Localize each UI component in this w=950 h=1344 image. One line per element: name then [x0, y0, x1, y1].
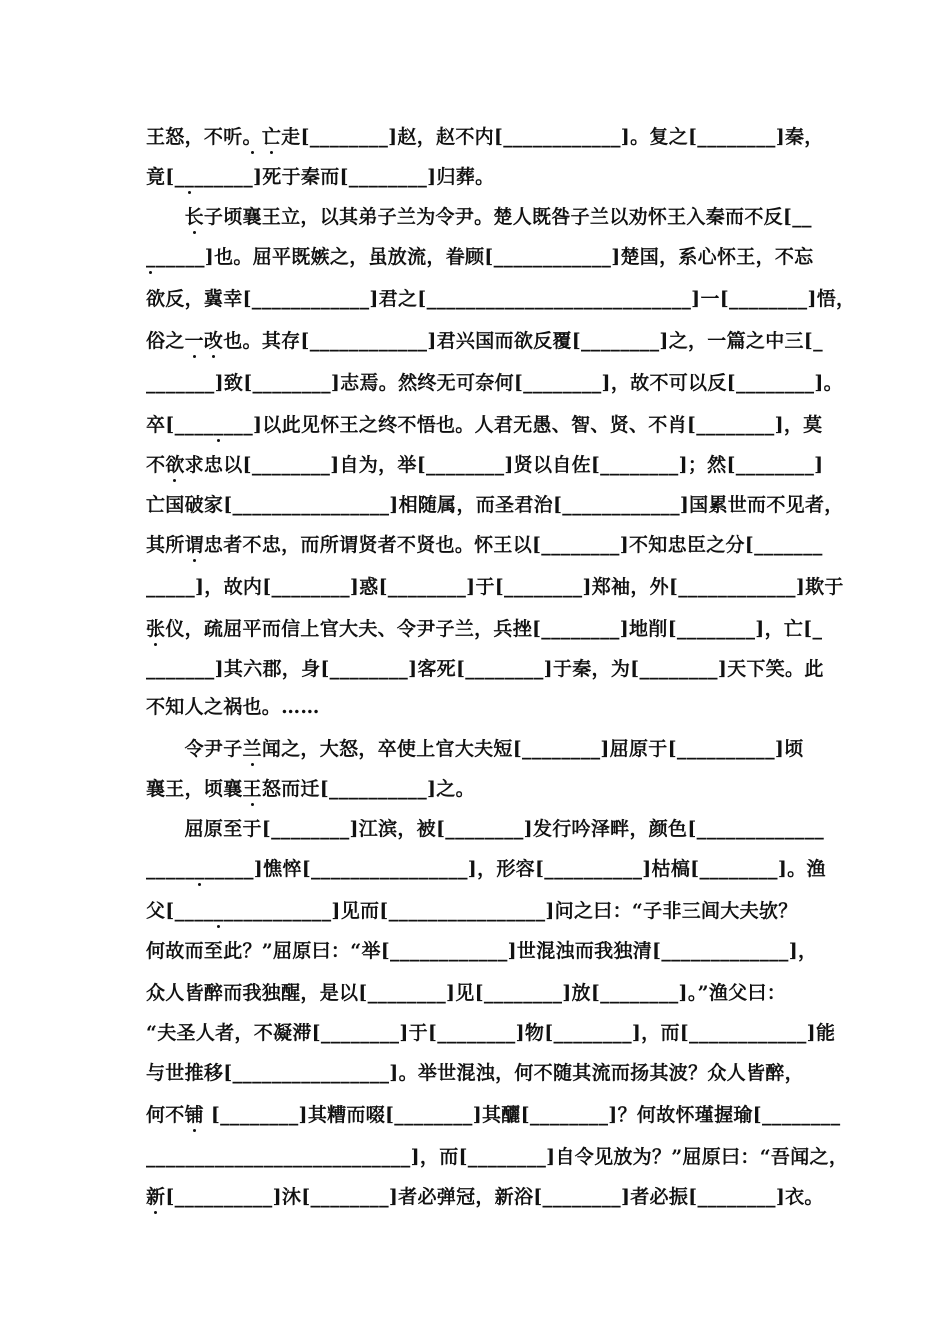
emphasis-char: 一: [185, 326, 204, 356]
text-line: “夫圣人者，不凝滞[________]于[________]物[________]，而[____________]能: [146, 1022, 836, 1044]
emphasis-char: 长: [185, 202, 204, 232]
text-line: 俗之一改也。其存[____________]君兴国而欲反覆[________]之，一篇之中三[_: [146, 326, 823, 356]
emphasis-char: 张: [146, 614, 165, 644]
emphasis-char: 。: [243, 122, 262, 152]
text-line: 何故而至此？”屈原曰：“举[____________]世混浊而我独清[_____________]，: [146, 940, 818, 962]
text-line: 何不铺 [________]其糟而啜[________]其釃[________]？何故怀瑾握瑜[________: [146, 1100, 840, 1130]
text-line: ___________]憔悴[________________]，形容[__________]枯槁[________]。渔: [146, 854, 826, 884]
text-line: 与世推移[________________]。举世混浊，何不随其流而扬其波？众人皆醉，: [146, 1062, 804, 1084]
emphasis-char: _: [214, 410, 224, 440]
text-line: 不知人之祸也。……: [146, 696, 320, 718]
emphasis-char: _: [146, 242, 156, 272]
text-line: _______]其六郡，身[________]客死[________]于秦，为[________]天下笑。此: [146, 658, 824, 680]
text-line: ______]也。屈平既嫉之，虽放流，眷顾[____________]楚国，系心怀王，不忘: [146, 242, 813, 272]
text-line: 其所谓忠者不忠，而所谓贤者不贤也。怀王以[________]不知忠臣之分[_______: [146, 530, 823, 560]
emphasis-char: _: [195, 854, 205, 884]
emphasis-char: 谓: [185, 530, 204, 560]
text-line: 襄王，顷襄王怒而迁[__________]之。: [146, 774, 475, 804]
emphasis-char: 王: [243, 774, 262, 804]
text-line: _____]，故内[________]惑[________]于[________]郑袖，外[____________]欺于: [146, 576, 844, 598]
text-line: 屈原至于[________]江滨，被[________]发行吟泽畔，颜色[_____________: [146, 818, 825, 840]
emphasis-char: 亡: [262, 122, 281, 152]
text-line: 父[________________]见而[________________]问之曰：“子非三闾大夫欤？: [146, 896, 798, 926]
text-line: 王怒，不听。亡走[________]赵，赵不内[____________]。复之[________]秦，: [146, 122, 824, 152]
emphasis-char: 兰: [243, 734, 262, 764]
emphasis-char: 欲: [165, 450, 184, 480]
text-line: 长子顷襄王立，以其弟子兰为令尹。楚人既咎子兰以劝怀王入秦而不反[__: [146, 202, 812, 232]
text-line: 不欲求忠以[________]自为，举[________]贤以自佐[________]；然[________]: [146, 450, 823, 480]
text-line: 令尹子兰闻之，大怒，卒使上官大夫短[________]屈原于[__________]顷: [146, 734, 804, 764]
text-line: 竟[________]死于秦而[________]归葬。: [146, 162, 494, 192]
emphasis-char: 铺: [185, 1100, 204, 1130]
text-line: 亡国破家[________________]相随属，而圣君治[____________]国累世而不见者，: [146, 494, 844, 516]
text-line: _______]致[________]志焉。然终无可奈何[________]，故不可以反[________]。: [146, 372, 843, 394]
text-line: 张仪，疏屈平而信上官大夫、令尹子兰，兵挫[________]地削[________]，亡[_: [146, 614, 822, 644]
emphasis-char: 改: [204, 326, 223, 356]
emphasis-char: _: [184, 162, 194, 192]
text-line: 众人皆醉而我独醒，是以[________]见[________]放[________]。”渔父曰：: [146, 982, 787, 1004]
emphasis-char: _: [214, 896, 224, 926]
emphasis-char: 新: [146, 1182, 165, 1212]
text-line: 欲反，冀幸[____________]君之[___________________________]一[________]悟，: [146, 288, 856, 310]
text-line: 新[__________]沐[________]者必弹冠，新浴[________]者必振[________]衣。: [146, 1182, 824, 1212]
text-line: 卒[________]以此见怀王之终不悟也。人君无愚、智、贤、不肖[________]，莫: [146, 410, 822, 440]
text-line: ___________________________]，而[________]自令见放为？”屈原曰：“吾闻之，: [146, 1146, 849, 1168]
